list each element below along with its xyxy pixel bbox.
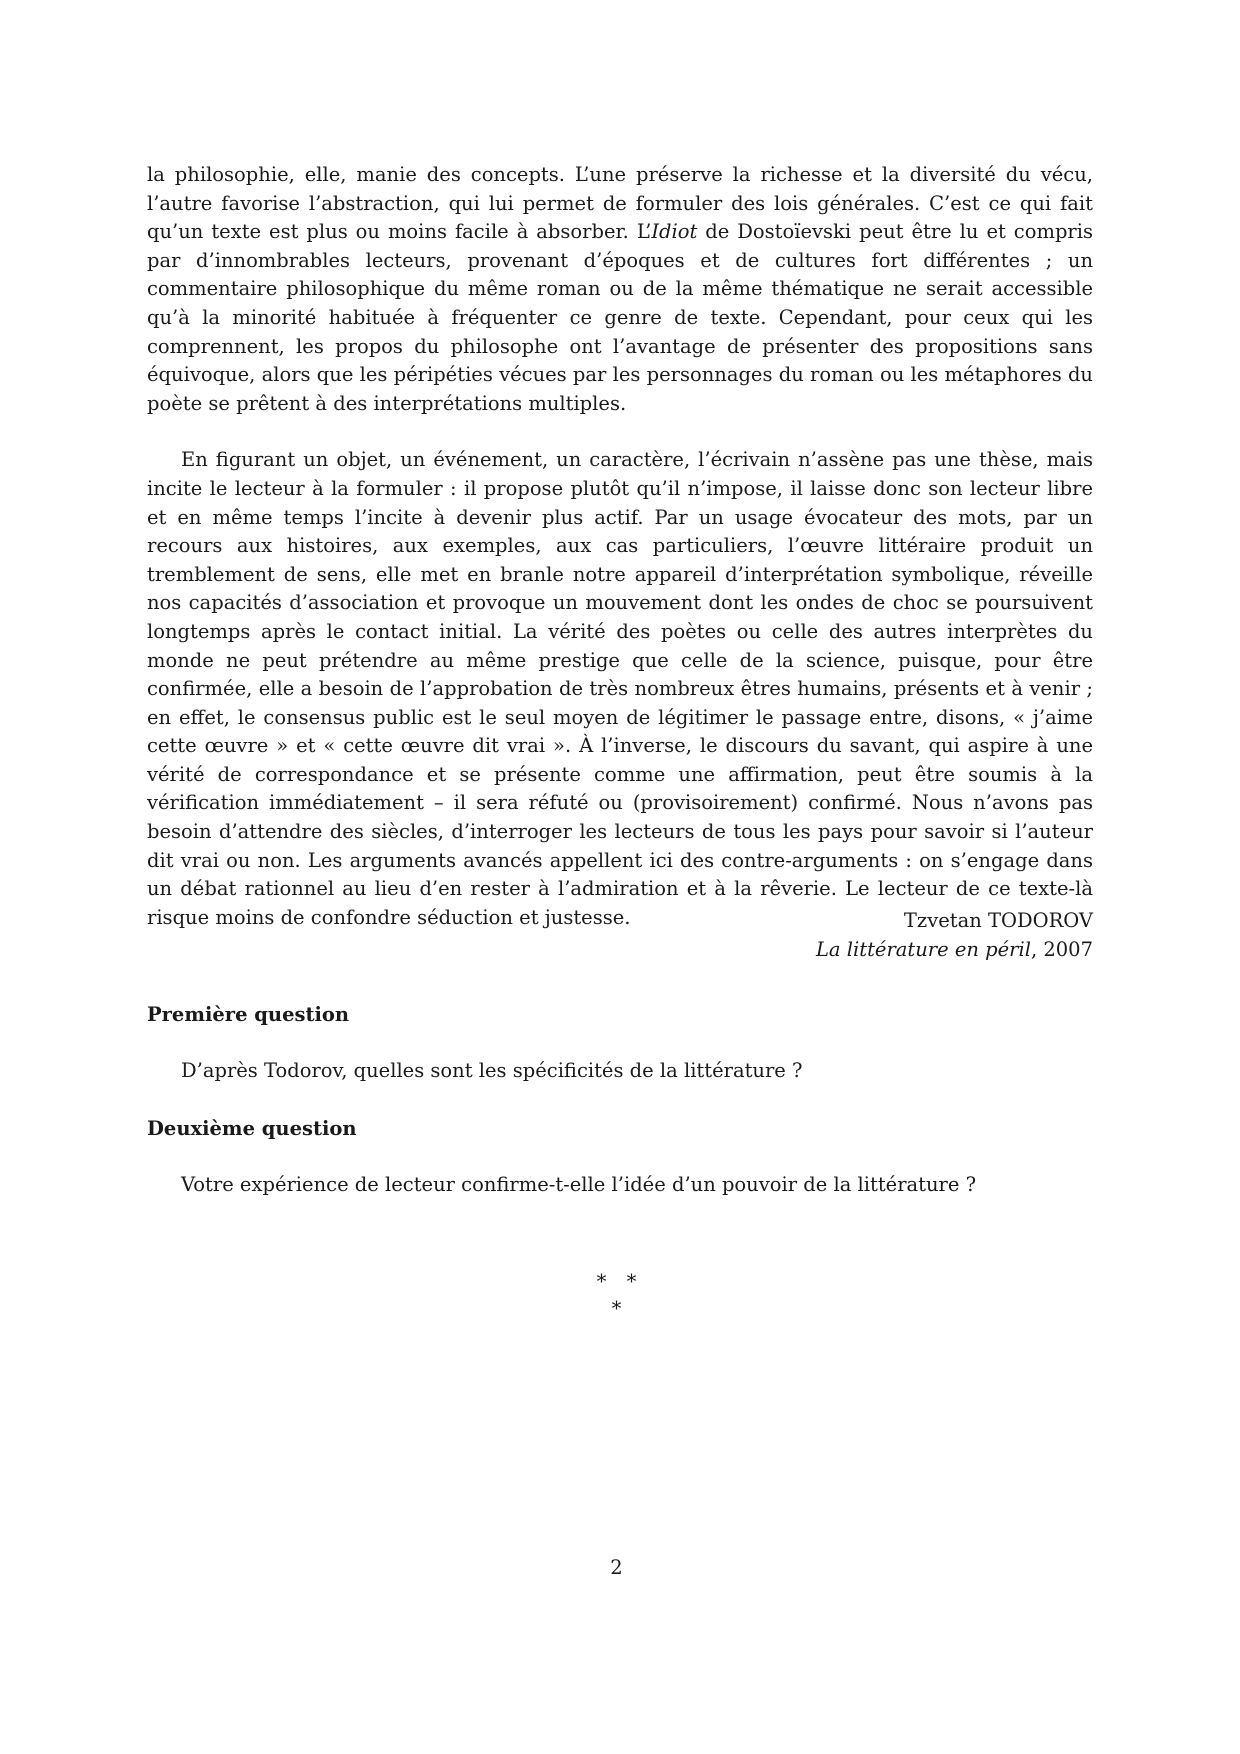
author-name: Tzvetan TODOROV (903, 909, 1093, 932)
paragraph-1-text-b: de Dostoïevski peut être lu et compris par d’innombrables lecteurs, provenant d’époques et de cultures fort différentes ; un commentaire philosophique du même roman ou de la même thématique ne serait accessible qu’à la minorité habituée à fréquenter ce genre de texte. Cependant, pour ceux qui les comprennent, les propos du philosophe ont l’avantage de présenter des propositions sans équivoque, alors que les péripéties vécues par les personnages du roman ou les métaphores du poète se prêtent à des interprétations multiples. (147, 220, 1093, 415)
work-title: La littérature en péril (815, 938, 1031, 961)
excerpt-body (147, 161, 1093, 932)
asterism-bottom: * (611, 1297, 622, 1320)
attribution (816, 906, 1093, 964)
publication-year: , 2007 (1030, 938, 1093, 961)
question-1-heading: Première question (147, 1003, 350, 1026)
paragraph-1-text-a: la philosophie, elle, manie des concepts. L’une préserve la richesse et la diversité du vécu, l’autre favorise l’abstraction, qui lui permet de formuler des lois générales. C’est ce qui fait qu’un texte est plus ou moins facile à absorber. L’ (147, 163, 1093, 244)
source-line (816, 935, 1093, 964)
page-number: 2 (610, 1556, 623, 1579)
asterism-top: * * (596, 1270, 637, 1293)
question-1-text: D’après Todorov, quelles sont les spécificités de la littérature ? (181, 1059, 803, 1082)
paragraph-1 (147, 161, 1093, 418)
question-2-heading: Deuxième question (147, 1117, 357, 1140)
paragraph-2: En figurant un objet, un événement, un caractère, l’écrivain n’assène pas une thèse, mais incite le lecteur à la formuler : il propose plutôt qu’il n’impose, il laisse donc son lecteur libre et en même temps l’incite à devenir plus actif. Par un usage évocateur des mots, par un recours aux histoires, aux exemples, aux cas particuliers, l’œuvre littéraire produit un tremblement de sens, elle met en branle notre appareil d’interprétation symbolique, réveille nos capacités d’association et provoque un mouvement dont les ondes de choc se poursuivent longtemps après le contact initial. La vérité des poètes ou celle des autres interprètes du monde ne peut prétendre au même prestige que celle de la science, puisque, pour être confirmée, elle a besoin de l’approbation de très nombreux êtres humains, présents et à venir ; en effet, le consensus public est le seul moyen de légitimer le passage entre, disons, « j’aime cette œuvre » et « cette œuvre dit vrai ». À l’inverse, le discours du savant, qui aspire à une vérité de correspondance et se présente comme une affirmation, peut être soumis à la vérification immédiatement – il sera réfuté ou (provisoirement) confirmé. Nous n’avons pas besoin d’attendre des siècles, d’interroger les lecteurs de tous les pays pour savoir si l’auteur dit vrai ou non. Les arguments avancés appellent ici des contre-arguments : on s’engage dans un débat rationnel au lieu d’en rester à l’admiration et à la rêverie. Le lecteur de ce texte-là risque moins de confondre séduction et justesse. (147, 448, 1093, 929)
italic-title-idiot: Idiot (651, 220, 698, 244)
question-2-text: Votre expérience de lecteur confirme-t-elle l’idée d’un pouvoir de la littérature ? (181, 1173, 977, 1196)
